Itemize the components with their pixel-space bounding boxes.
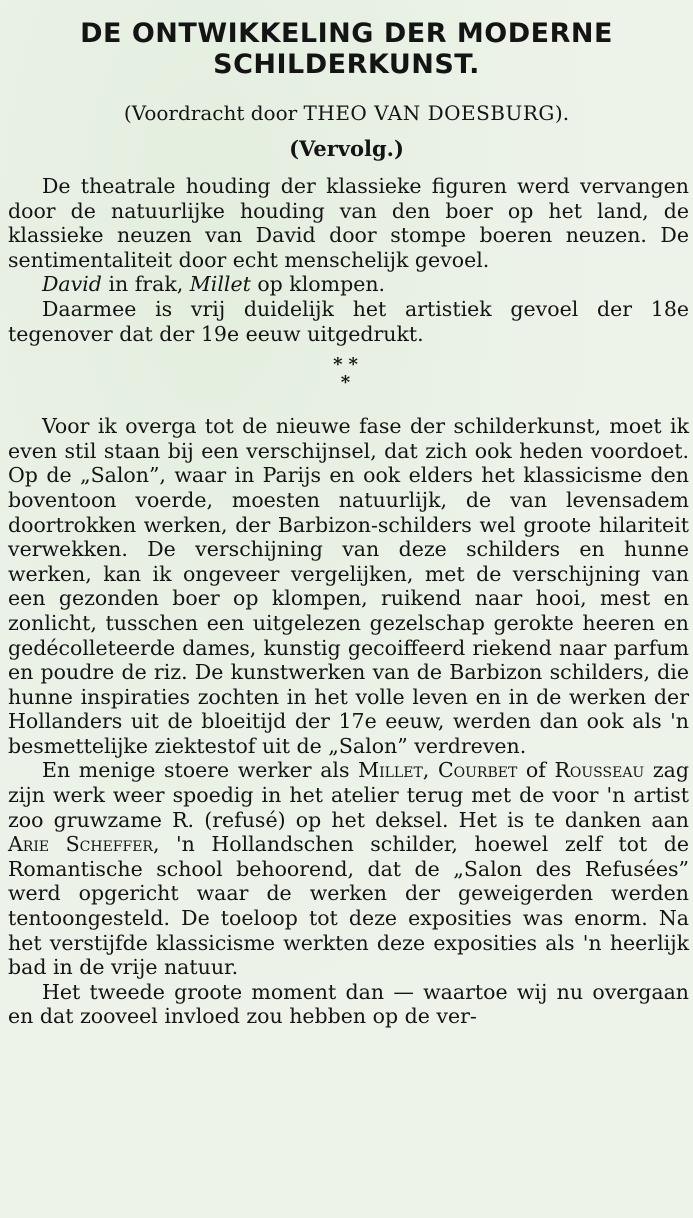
name-david: David — [42, 272, 102, 297]
divider-asterisk-bottom: * — [340, 372, 357, 394]
section-divider — [8, 356, 689, 392]
name-arie-scheffer: Arie Scheffer — [8, 832, 153, 857]
paragraph-3: Daarmee is vrij duidelijk het artistiek gevoel der 18e tegenover dat der 19e eeuw uitgedrukt. — [8, 296, 689, 346]
name-millet: Millet — [189, 272, 251, 297]
divider-asterisks-top: ** — [333, 354, 364, 376]
paragraph-2-mid: in frak, — [101, 272, 190, 297]
article-body — [0, 174, 693, 1029]
article-title-line-1: DE ONTWIKKELING DER MODERNE — [80, 18, 613, 49]
subtitle-close: ). — [554, 101, 570, 125]
paragraph-5-rest: , 'n Hollandschen schilder, hoewel zelf tot de Romantische school behoorend, dat de „Salon des Refusées” werd opgericht waar de werken der geweigerden werden tentoongesteld. De toeloop tot deze exposities was enorm. Na het verstijfde klassicisme werkten deze exposities als 'n heerlijk bad in de vrije natuur. — [8, 832, 689, 980]
article-title — [0, 18, 693, 80]
author-name: THEO VAN DOESBURG — [303, 101, 555, 125]
paragraph-4: Voor ik overga tot de nieuwe fase der schilderkunst, moet ik even stil staan bij een verschijnsel, dat zich ook heden voordoet. Op de „Salon”, waar in Parijs en ook elders het klassicisme den boventoon voerde, moesten natuurlijk, de van levensadem doortrokken werken, der Barbizon-schilders wel groote hilariteit verwekken. De verschijning van deze schilders en hunne werken, kan ik ongeveer vergelijken, met de verschijning van een gezonden boer op klompen, ruikend naar hooi, mest en zonlicht, tusschen een uitgelezen gezelschap gerokte heeren en gedécolleteerde dames, kunstig gecoiffeerd riekend naar parfum en poudre de riz. De kunstwerken van de Barbizon schilders, die hunne inspiraties zochten in het volle leven en in de werken der Hollanders uit de bloeitijd der 17e eeuw, werden dan ook als 'n besmettelijke ziektestof uit de „Salon” verdreven. — [8, 414, 689, 758]
paragraph-5-sep-2: of — [517, 758, 555, 783]
paragraph-1: De theatrale houding der klassieke figuren werd vervangen door de natuurlijke houding van den boer op het land, de klassieke neuzen van David door stompe boeren neuzen. De sentimentaliteit door echt menschelijk gevoel. — [8, 174, 689, 272]
paragraph-5-sep-1: , — [422, 758, 438, 783]
article-title-line-2: SCHILDERKUNST. — [213, 49, 480, 80]
paragraph-2 — [8, 272, 689, 297]
paragraph-2-end: op klompen. — [250, 272, 386, 297]
paragraph-6: Het tweede groote moment dan — waartoe wij nu overgaan en dat zooveel invloed zou hebben op de ver- — [8, 979, 689, 1029]
continued-label: (Vervolg.) — [289, 136, 404, 161]
article-subtitle — [0, 100, 693, 126]
name-millet-sc: Millet — [358, 758, 423, 783]
name-rousseau: Rousseau — [554, 758, 645, 783]
paragraph-5-start: En menige stoere werker als — [42, 758, 359, 783]
paragraph-5 — [8, 758, 689, 979]
subtitle-open: (Voordracht door — [123, 101, 304, 125]
paragraph-5-end: zag zijn werk weer spoedig in het atelier terug met de voor 'n artist zoo gruwzame R. (refusé) op het deksel. Het is te danken aan — [8, 758, 689, 832]
name-courbet: Courbet — [437, 758, 518, 783]
